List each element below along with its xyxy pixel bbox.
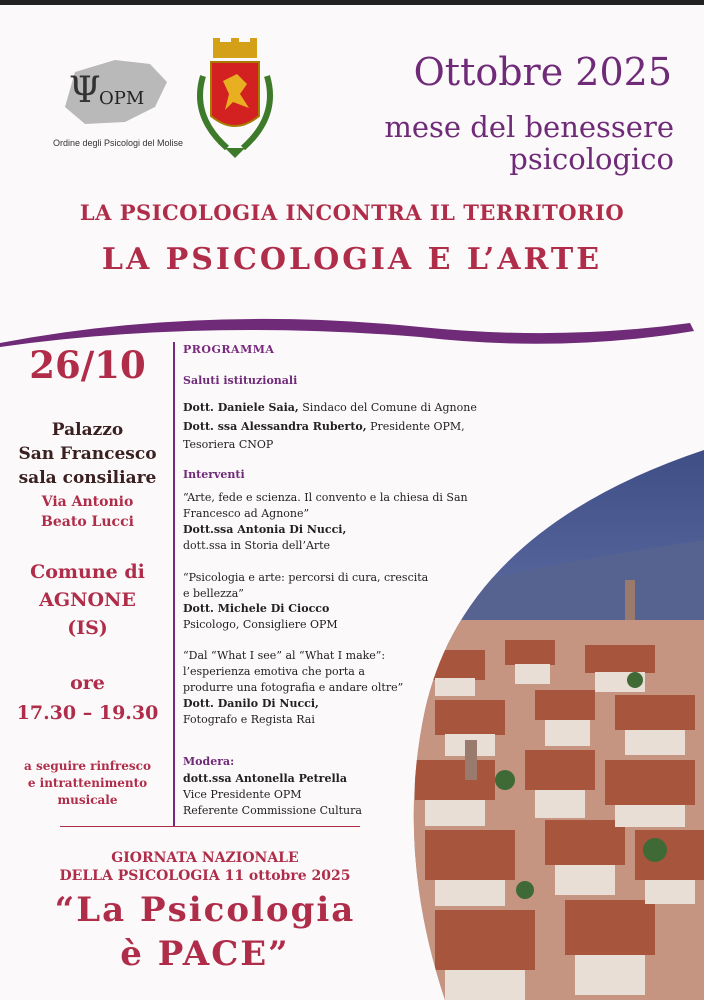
saluti-item [183,437,273,453]
talk2-speaker: Dott. Michele Di Ciocco [183,602,330,615]
opm-logo-text: OPM [99,88,145,109]
saluti-title: Saluti istituzionali [183,374,298,387]
moderator-role-line2: Referente Commissione Cultura [183,804,362,817]
footer-rule [60,826,360,827]
venue-line1: Palazzo [51,420,124,440]
slogan-line2: è PACE” [120,934,290,974]
event-time: 17.30 – 19.30 [16,702,159,724]
agnone-town-photo [405,450,704,1000]
talk1-title-line1: “Arte, fede e scienza. Il convento e la chiesa di San [183,491,468,504]
moderator-label: Modera: [183,755,235,768]
talk1-role: dott.ssa in Storia dell’Arte [183,539,331,552]
interventi-title: Interventi [183,468,245,481]
comune-line1: Comune di [30,561,145,583]
talk2-title-line1: “Psicologia e arte: percorsi di cura, crescita [183,571,429,584]
talk1-title-line2: Francesco ad Agnone” [183,507,310,520]
heading-subtitle-line2: psicologico [509,142,674,176]
talk3-title-line1: “Dal “What I see” al “What I make”: [183,649,386,662]
moderator-role-line1: Vice Presidente OPM [183,788,302,801]
opm-logo [55,52,175,152]
ore-label: ore [70,672,105,694]
talk3-title-line3: produrre una fotografia e andare oltre” [183,681,404,694]
moderator-name: dott.ssa Antonella Petrella [183,772,347,785]
svg-text:Ψ: Ψ [69,70,101,111]
title-line1: LA PSICOLOGIA INCONTRA IL TERRITORIO [79,200,625,225]
agnone-crest [185,36,285,166]
saluti-role: Tesoriera CNOP [183,438,274,451]
address-line2: Beato Lucci [41,514,134,530]
after-line3: musicale [57,793,118,807]
comune-line2: AGNONE [39,589,136,611]
saluti-item [183,400,477,416]
address-line1: Via Antonio [41,494,134,510]
column-divider [173,342,175,827]
top-bar [0,0,704,5]
talk1-speaker: Dott.ssa Antonia Di Nucci, [183,523,347,536]
heading-subtitle-line1: mese del benessere [384,110,674,144]
title-line2: LA PSICOLOGIA E L’ARTE [101,242,603,277]
after-line1: a seguire rinfresco [24,759,151,773]
saluti-name: Dott. Daniele Saia, [183,401,299,414]
saluti-item [183,419,465,435]
saluti-role: Presidente OPM, [366,420,465,433]
talk2-title-line2: e bellezza” [183,587,244,600]
talk3-role: Fotografo e Regista Rai [183,713,315,726]
program-heading: PROGRAMMA [183,343,275,356]
after-line2: e intrattenimento [27,776,148,790]
comune-line3: (IS) [67,617,108,639]
heading-month: Ottobre 2025 [413,50,672,94]
opm-caption: Ordine degli Psicologi del Molise [52,138,184,148]
talk3-title-line2: l’esperienza emotiva che porta a [183,665,365,678]
event-date: 26/10 [29,343,146,387]
footer-line1: GIORNATA NAZIONALE [111,850,299,866]
saluti-role: Sindaco del Comune di Agnone [298,401,477,414]
venue-line3: sala consiliare [18,468,157,488]
footer-line2: DELLA PSICOLOGIA 11 ottobre 2025 [59,868,351,884]
venue-line2: San Francesco [18,444,157,464]
talk2-role: Psicologo, Consigliere OPM [183,618,338,631]
slogan-line1: “La Psicologia [54,890,356,930]
talk3-speaker: Dott. Danilo Di Nucci, [183,697,319,710]
saluti-name: Dott. ssa Alessandra Ruberto, [183,420,367,433]
